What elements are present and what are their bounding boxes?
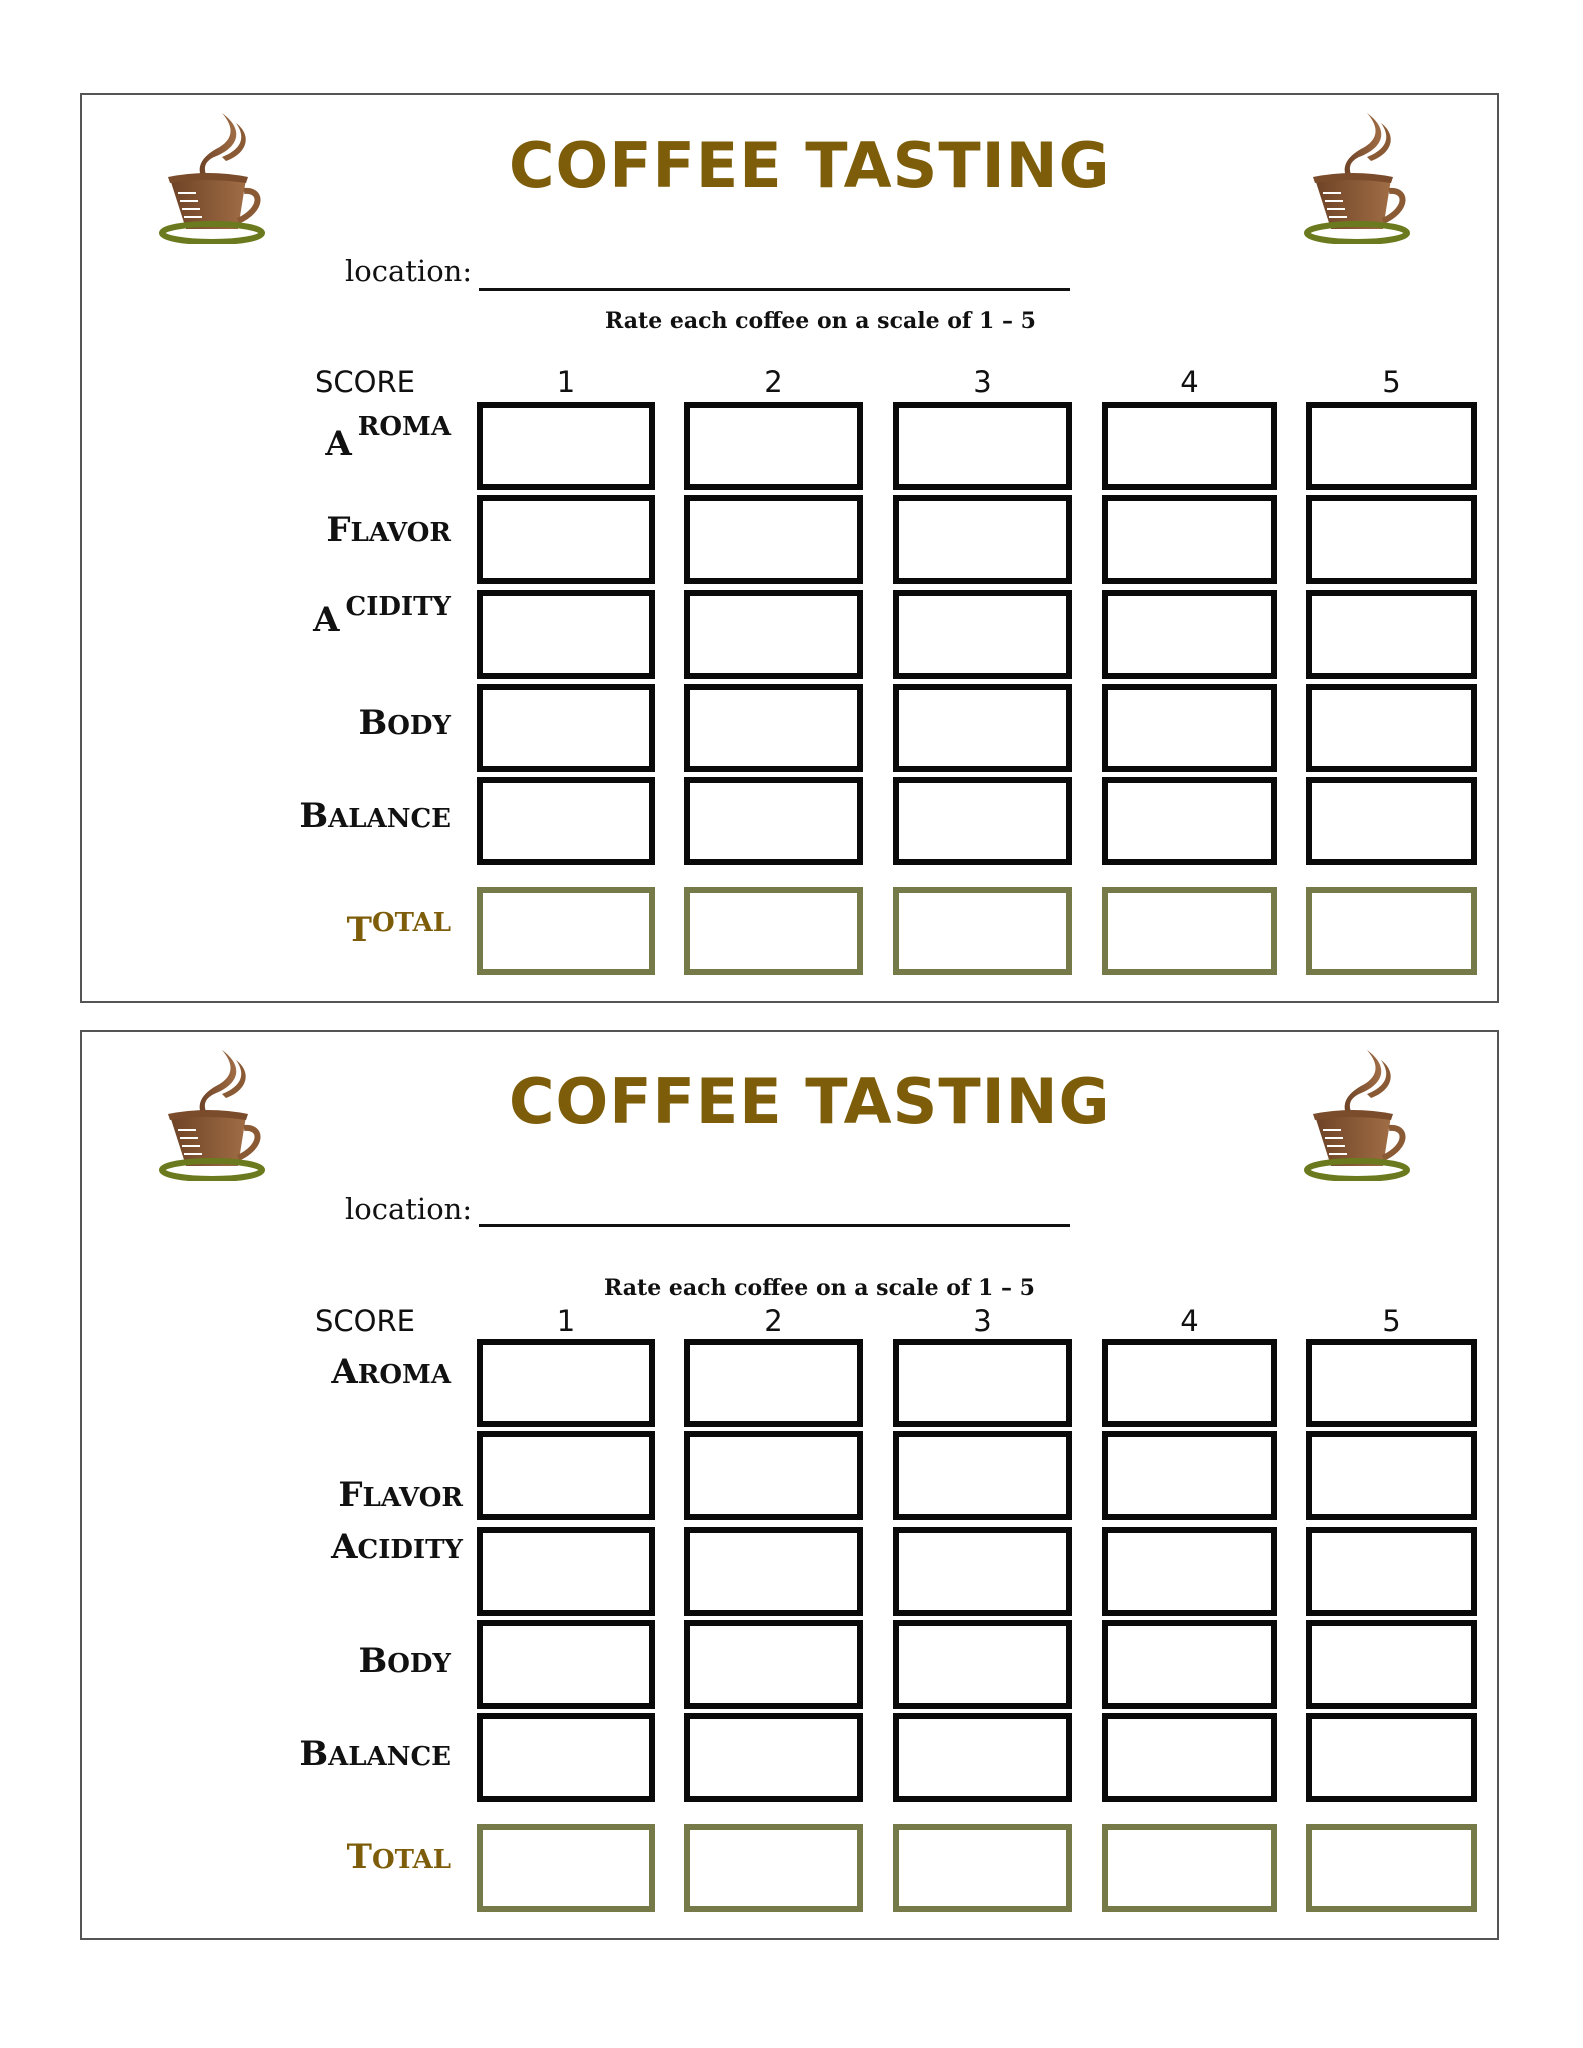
score-box-flavor-2[interactable] xyxy=(684,495,863,584)
score-box-aroma-1[interactable] xyxy=(477,1339,655,1427)
row-label-balance: BALANCE xyxy=(299,796,451,836)
score-box-flavor-3[interactable] xyxy=(893,1431,1072,1520)
score-box-flavor-3[interactable] xyxy=(893,495,1072,584)
score-box-aroma-3[interactable] xyxy=(893,1339,1072,1427)
score-box-acidity-2[interactable] xyxy=(684,1527,863,1616)
column-header-5: 5 xyxy=(1382,1304,1401,1338)
score-box-body-5[interactable] xyxy=(1306,1620,1477,1709)
score-box-balance-2[interactable] xyxy=(684,1713,863,1802)
score-box-body-2[interactable] xyxy=(684,1620,863,1709)
row-label-aroma: A ROMA xyxy=(325,412,451,464)
score-box-acidity-4[interactable] xyxy=(1102,1527,1277,1616)
page-title: COFFEE TASTING xyxy=(509,129,1111,202)
total-box-2[interactable] xyxy=(684,1824,863,1912)
score-box-acidity-3[interactable] xyxy=(893,590,1072,679)
score-box-acidity-3[interactable] xyxy=(893,1527,1072,1616)
score-box-body-5[interactable] xyxy=(1306,684,1477,772)
score-box-aroma-1[interactable] xyxy=(477,402,655,490)
row-label-flavor: FLAVOR xyxy=(326,510,451,550)
row-label-body: BODY xyxy=(358,1641,451,1681)
column-header-5: 5 xyxy=(1382,365,1401,399)
score-box-acidity-2[interactable] xyxy=(684,590,863,679)
score-box-body-1[interactable] xyxy=(477,1620,655,1709)
score-box-aroma-4[interactable] xyxy=(1102,402,1277,490)
column-header-4: 4 xyxy=(1180,1304,1199,1338)
tasting-card-1 xyxy=(80,93,1499,1003)
coffee-cup-icon xyxy=(1297,1046,1422,1181)
score-box-aroma-5[interactable] xyxy=(1306,402,1477,490)
row-label-total: TOTAL xyxy=(346,1837,451,1877)
score-box-body-3[interactable] xyxy=(893,1620,1072,1709)
total-box-4[interactable] xyxy=(1102,887,1277,975)
total-box-2[interactable] xyxy=(684,887,863,975)
row-label-body: BODY xyxy=(358,703,451,743)
total-box-5[interactable] xyxy=(1306,1824,1477,1912)
score-box-balance-1[interactable] xyxy=(477,1713,655,1802)
column-header-1: 1 xyxy=(556,365,576,399)
instruction-text: Rate each coffee on a scale of 1 – 5 xyxy=(604,1275,1035,1301)
total-box-1[interactable] xyxy=(477,1824,655,1912)
score-box-acidity-1[interactable] xyxy=(477,1527,655,1616)
row-label-aroma: AROMA xyxy=(331,1352,451,1392)
row-label-acidity: A CIDITY xyxy=(313,592,451,640)
score-box-flavor-1[interactable] xyxy=(477,495,655,584)
total-box-3[interactable] xyxy=(893,1824,1072,1912)
score-box-aroma-5[interactable] xyxy=(1306,1339,1477,1427)
score-box-acidity-5[interactable] xyxy=(1306,1527,1477,1616)
column-header-2: 2 xyxy=(764,365,783,399)
total-box-5[interactable] xyxy=(1306,887,1477,975)
score-box-balance-5[interactable] xyxy=(1306,777,1477,865)
instruction-text: Rate each coffee on a scale of 1 – 5 xyxy=(605,308,1036,334)
score-box-flavor-4[interactable] xyxy=(1102,1431,1277,1520)
row-label-total: TOTAL xyxy=(346,908,451,950)
score-box-flavor-5[interactable] xyxy=(1306,1431,1477,1520)
score-box-balance-3[interactable] xyxy=(893,777,1072,865)
total-box-1[interactable] xyxy=(477,887,655,975)
score-box-flavor-4[interactable] xyxy=(1102,495,1277,584)
score-label: SCORE xyxy=(315,365,415,399)
score-box-aroma-2[interactable] xyxy=(684,402,863,490)
tasting-card-2 xyxy=(80,1030,1499,1940)
coffee-cup-icon xyxy=(152,1046,277,1181)
score-box-balance-4[interactable] xyxy=(1102,777,1277,865)
column-header-1: 1 xyxy=(556,1304,576,1338)
location-label: location: xyxy=(345,254,473,288)
score-box-flavor-2[interactable] xyxy=(684,1431,863,1520)
location-label: location: xyxy=(345,1192,473,1226)
column-header-2: 2 xyxy=(764,1304,783,1338)
coffee-cup-icon xyxy=(152,109,277,244)
row-label-flavor: FLAVOR xyxy=(338,1475,463,1515)
score-box-flavor-1[interactable] xyxy=(477,1431,655,1520)
coffee-cup-icon xyxy=(1297,109,1422,244)
score-box-flavor-5[interactable] xyxy=(1306,495,1477,584)
column-header-4: 4 xyxy=(1180,365,1199,399)
location-field[interactable] xyxy=(479,288,1070,291)
score-box-acidity-5[interactable] xyxy=(1306,590,1477,679)
score-box-acidity-1[interactable] xyxy=(477,590,655,679)
score-box-body-4[interactable] xyxy=(1102,684,1277,772)
score-box-aroma-3[interactable] xyxy=(893,402,1072,490)
score-box-body-4[interactable] xyxy=(1102,1620,1277,1709)
score-label: SCORE xyxy=(315,1304,415,1338)
score-box-balance-3[interactable] xyxy=(893,1713,1072,1802)
page-title: COFFEE TASTING xyxy=(509,1065,1111,1138)
score-box-balance-4[interactable] xyxy=(1102,1713,1277,1802)
row-label-acidity: ACIDITY xyxy=(331,1527,463,1567)
score-box-balance-1[interactable] xyxy=(477,777,655,865)
score-box-balance-5[interactable] xyxy=(1306,1713,1477,1802)
score-box-aroma-2[interactable] xyxy=(684,1339,863,1427)
column-header-3: 3 xyxy=(973,1304,992,1338)
score-box-aroma-4[interactable] xyxy=(1102,1339,1277,1427)
total-box-3[interactable] xyxy=(893,887,1072,975)
score-box-body-3[interactable] xyxy=(893,684,1072,772)
score-box-balance-2[interactable] xyxy=(684,777,863,865)
score-box-body-2[interactable] xyxy=(684,684,863,772)
score-box-body-1[interactable] xyxy=(477,684,655,772)
row-label-balance: BALANCE xyxy=(299,1734,451,1774)
total-box-4[interactable] xyxy=(1102,1824,1277,1912)
column-header-3: 3 xyxy=(973,365,992,399)
location-field[interactable] xyxy=(479,1224,1070,1227)
score-box-acidity-4[interactable] xyxy=(1102,590,1277,679)
